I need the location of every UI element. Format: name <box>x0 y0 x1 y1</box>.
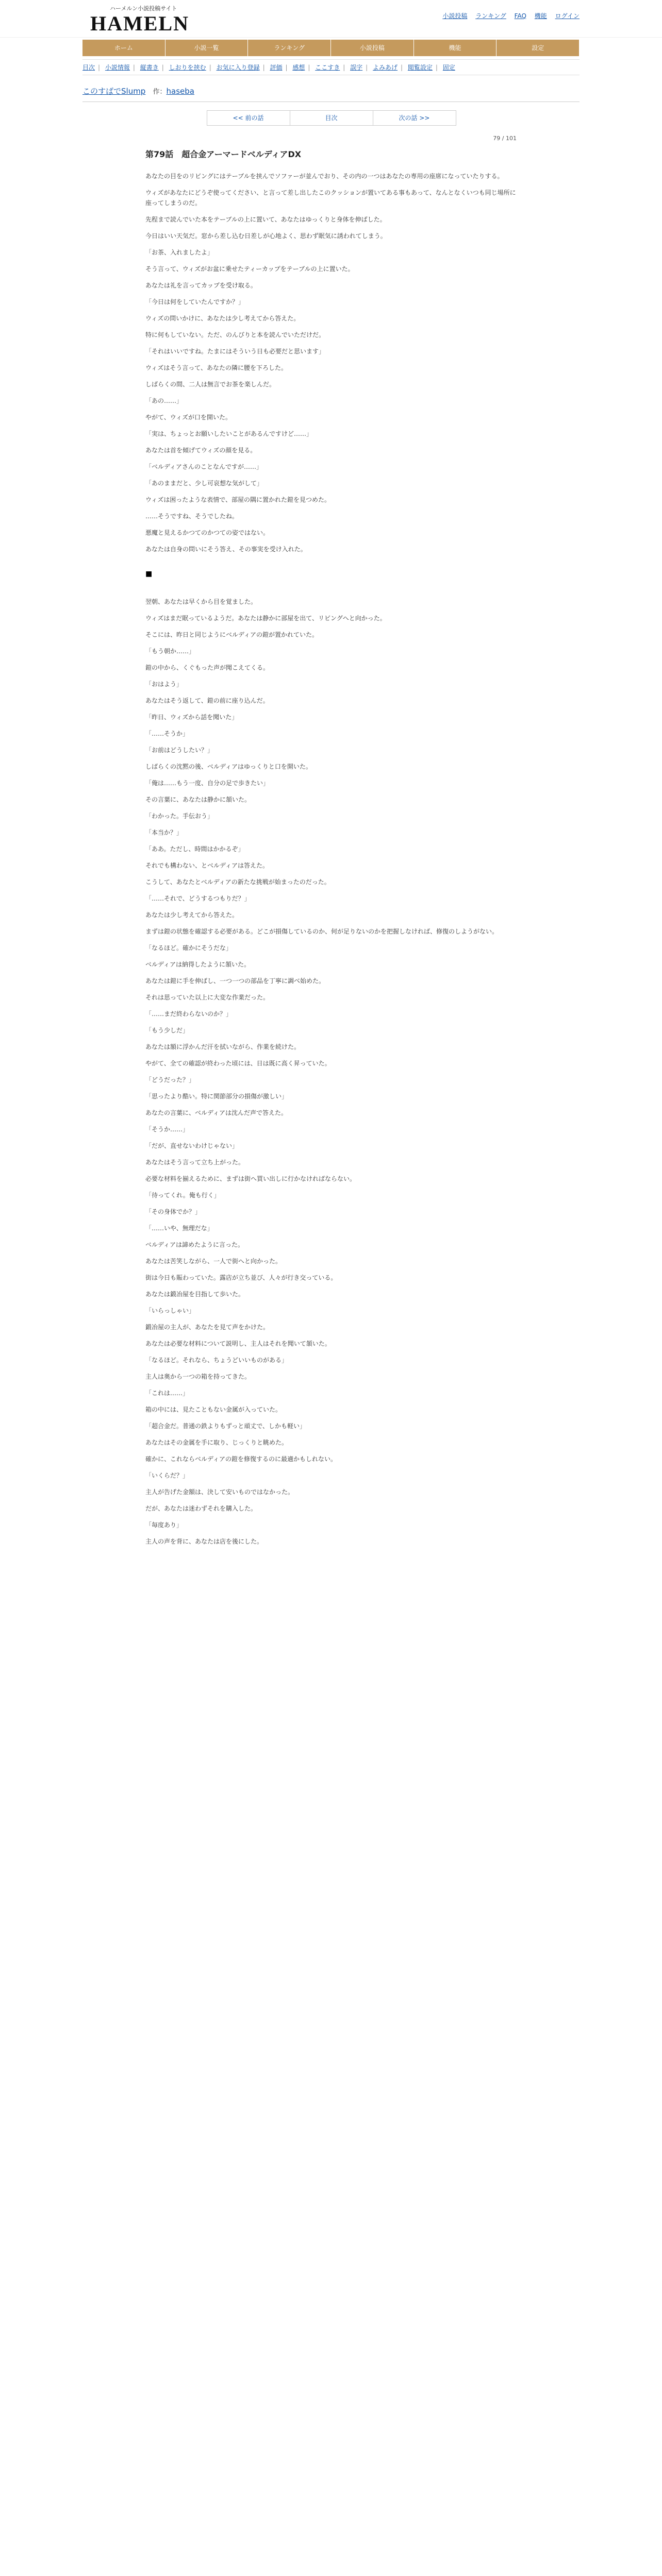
chapter-paragraph: ウィズはまだ眠っているようだ。あなたは静かに部屋を出て、リビングへと向かった。 <box>145 615 386 622</box>
chapter-paragraph: 箱の中には、見たこともない金属が入っていた。 <box>145 1406 282 1413</box>
chapter-paragraph: 先程まで読んでいた本をテーブルの上に置いて、あなたはゆっくりと身体を伸ばした。 <box>145 216 386 223</box>
chapter-paragraph: 「わかった。手伝おう」 <box>145 812 214 820</box>
chapter-paragraph: 「なるほど。確かにそうだな」 <box>145 944 233 952</box>
chapter-paragraph: まずは鎧の状態を確認する必要がある。どこが損傷しているのか、何が足りないのかを把握しなければ、修復のしようがない。 <box>145 928 499 935</box>
separator: | <box>285 64 288 71</box>
chapter-paragraph: 「そうか……」 <box>145 1126 189 1133</box>
site-logo[interactable] <box>90 4 214 33</box>
separator: | <box>343 64 345 71</box>
top-link[interactable]: 機能 <box>534 12 547 20</box>
chapter-paragraph: しばらくの沈黙の後、ベルディアはゆっくりと口を開いた。 <box>145 763 312 770</box>
separator: | <box>262 64 265 71</box>
chapter-paragraph: あなたは必要な材料について説明し、主人はそれを聞いて頷いた。 <box>145 1340 331 1347</box>
chapter-paragraph: あなたは鎧に手を伸ばし、一つ一つの部品を丁寧に調べ始めた。 <box>145 977 325 985</box>
next-chapter-button[interactable]: 次の話 >> <box>373 110 456 126</box>
chapter-paragraph: あなたの目をのリビングにはテーブルを挟んでソファーが並んでおり、その内の一つはあなたの専用の座席になっていたりする。 <box>145 173 504 180</box>
chapter-paragraph: 主人の声を背に、あなたは店を後にした。 <box>145 1538 263 1545</box>
global-nav-item[interactable]: 設定 <box>496 40 580 56</box>
global-nav <box>82 40 580 56</box>
novel-title-row <box>82 82 580 102</box>
chapter-paragraph: 鎧の中から、くぐもった声が聞こえてくる。 <box>145 664 270 671</box>
top-link[interactable]: ログイン <box>555 12 580 20</box>
separator: | <box>98 64 101 71</box>
top-links <box>436 11 580 20</box>
chapter-paragraph: その言葉に、あなたは静かに頷いた。 <box>145 796 251 803</box>
chapter-paragraph: あなたはその金属を手に取り、じっくりと眺めた。 <box>145 1439 288 1446</box>
sub-nav-link[interactable]: お気に入り登録 <box>216 64 260 71</box>
scene-break-mark: ■ <box>145 570 153 578</box>
chapter-paragraph: ウィズはそう言って、あなたの隣に腰を下ろした。 <box>145 364 288 371</box>
separator: | <box>161 64 164 71</box>
chapter-paragraph: あなたは少し考えてから答えた。 <box>145 911 239 919</box>
separator: | <box>209 64 211 71</box>
site-wordmark: HAMELN <box>90 12 189 35</box>
site-header <box>0 0 662 38</box>
chapter-paragraph: 「毎度あり」 <box>145 1521 183 1529</box>
chapter-paragraph: 「その身体でか？」 <box>145 1208 202 1215</box>
chapter-paragraph: ウィズの問いかけに、あなたは少し考えてから答えた。 <box>145 315 300 322</box>
chapter-pager-top <box>82 110 580 126</box>
chapter-paragraph: そう言って、ウィズがお盆に乗せたティーカップをテーブルの上に置いた。 <box>145 265 354 273</box>
chapter-paragraph: 「お茶、入れましたよ」 <box>145 249 214 256</box>
chapter-paragraph: 「なるほど。それなら、ちょうどいいものがある」 <box>145 1357 288 1364</box>
toc-button[interactable]: 目次 <box>290 110 373 126</box>
chapter-paragraph: ベルディアは納得したように頷いた。 <box>145 961 251 968</box>
chapter-paragraph: あなたはそう言って立ち上がった。 <box>145 1159 245 1166</box>
sub-nav-link[interactable]: 誤字 <box>350 64 363 71</box>
chapter-paragraph: 「だが、直せないわけじゃない」 <box>145 1142 239 1149</box>
chapter-paragraph: それでも構わない、とベルディアは答えた。 <box>145 862 269 869</box>
chapter-paragraph: あなたは額に浮かんだ汗を拭いながら、作業を続けた。 <box>145 1043 301 1050</box>
chapter-paragraph: 「超合金だ。普通の鉄よりもずっと頑丈で、しかも軽い」 <box>145 1422 306 1430</box>
chapter-paragraph: 必要な材料を揃えるために、まずは街へ買い出しに行かなければならない。 <box>145 1175 356 1182</box>
prev-chapter-button[interactable]: << 前の話 <box>207 110 290 126</box>
sub-nav-link[interactable]: 縦書き <box>140 64 159 71</box>
chapter-paragraph: 「ああ。ただし、時間はかかるぞ」 <box>145 845 244 853</box>
global-nav-item[interactable]: ホーム <box>82 40 166 56</box>
chapter-paragraph: 「もう少しだ」 <box>145 1027 189 1034</box>
chapter-paragraph: あなたは礼を言ってカップを受け取る。 <box>145 282 257 289</box>
chapter-paragraph: 悪魔と見えるかつてのかつての姿ではない。 <box>145 529 270 536</box>
chapter-paragraph: それは思っていた以上に大変な作業だった。 <box>145 994 270 1001</box>
chapter-title: 第79話 超合金アーマードベルディアDX <box>145 149 302 159</box>
chapter-paragraph: あなたは苦笑しながら、一人で街へと向かった。 <box>145 1258 282 1265</box>
chapter-paragraph: 翌朝、あなたは早くから目を覚ました。 <box>145 598 257 605</box>
global-nav-item[interactable]: ランキング <box>248 40 331 56</box>
novel-title[interactable]: このすばでSlump <box>82 87 146 96</box>
sub-nav-link[interactable]: ここすき <box>315 64 340 71</box>
sub-nav-link[interactable]: 閲覧設定 <box>407 64 433 71</box>
chapter-paragraph: 「……そうか」 <box>145 730 189 737</box>
chapter-paragraph: 主人は奥から一つの箱を持ってきた。 <box>145 1373 251 1380</box>
chapter-paragraph: ……そうですね、そうでしたね。 <box>145 513 239 520</box>
chapter-paragraph: あなたの言葉に、ベルディアは沈んだ声で答えた。 <box>145 1109 288 1116</box>
sub-nav-link[interactable]: 固定 <box>442 64 455 71</box>
global-nav-item[interactable]: 小説投稿 <box>331 40 414 56</box>
separator: | <box>401 64 403 71</box>
sub-nav-link[interactable]: 小説情報 <box>105 64 130 71</box>
chapter-paragraph: 「ベルディアさんのことなんですが……」 <box>145 463 263 470</box>
chapter-paragraph: ベルディアは諦めたように言った。 <box>145 1241 244 1248</box>
separator: | <box>366 64 368 71</box>
chapter-paragraph: やがて、全ての確認が終わった頃には、日は既に高く昇っていた。 <box>145 1060 331 1067</box>
chapter-count: 79 / 101 <box>493 135 517 142</box>
chapter-paragraph: 「もう朝か……」 <box>145 648 195 655</box>
sub-nav-link[interactable]: よみあげ <box>373 64 398 71</box>
chapter-paragraph: ウィズがあなたにどうぞ使ってください、と言って差し出したこのクッションが置いてある事もあって、なんとなくいつも同じ場所に座ってしまうのだ。 <box>145 189 516 207</box>
chapter-paragraph: 「今日は何をしていたんですか？」 <box>145 298 245 306</box>
sub-nav-link[interactable]: 目次 <box>82 64 95 71</box>
chapter-paragraph: 「あのままだと、少し可哀想な気がして」 <box>145 480 263 487</box>
chapter-paragraph: 「それはいいですね。たまにはそういう日も必要だと思います」 <box>145 348 325 355</box>
chapter-paragraph: 「……いや、無理だな」 <box>145 1225 213 1232</box>
chapter-paragraph: 「いくらだ？」 <box>145 1472 189 1479</box>
chapter-paragraph: 「どうだった？」 <box>145 1076 195 1083</box>
sub-nav-link[interactable]: 感想 <box>292 64 305 71</box>
top-link[interactable]: 小説投稿 <box>442 12 468 20</box>
author-label: 作： <box>153 88 167 96</box>
chapter-paragraph: あなたは鍛冶屋を目指して歩いた。 <box>145 1291 245 1298</box>
top-link[interactable]: FAQ <box>514 12 526 20</box>
separator: | <box>435 64 438 71</box>
chapter-paragraph: 「待ってくれ。俺も行く」 <box>145 1192 220 1199</box>
chapter-paragraph: やがて、ウィズが口を開いた。 <box>145 414 232 421</box>
chapter-paragraph: 「思ったより酷い。特に関節部分の損傷が激しい」 <box>145 1093 288 1100</box>
chapter-paragraph: ウィズは困ったような表情で、部屋の隅に置かれた鎧を見つめた。 <box>145 496 331 503</box>
chapter-paragraph: 「お前はどうしたい？」 <box>145 747 214 754</box>
chapter-paragraph: 「いらっしゃい」 <box>145 1307 195 1314</box>
global-nav-item[interactable]: 小説一覧 <box>166 40 249 56</box>
chapter-paragraph: 街は今日も賑わっていた。露店が立ち並び、人々が行き交っている。 <box>145 1274 337 1281</box>
chapter-paragraph: 「……それで、どうするつもりだ？」 <box>145 895 251 902</box>
chapter-paragraph: そこには、昨日と同じようにベルディアの鎧が置かれていた。 <box>145 631 319 638</box>
chapter-paragraph: 「実は、ちょっとお願いしたいことがあるんですけど……」 <box>145 430 313 437</box>
chapter-paragraph: 特に何もしていない。ただ、のんびりと本を読んでいただけだ。 <box>145 331 325 338</box>
chapter-paragraph: 「昨日、ウィズから話を聞いた」 <box>145 714 238 721</box>
sub-nav-link[interactable]: しおりを挟む <box>169 64 206 71</box>
chapter-paragraph: あなたはそう返して、鎧の前に座り込んだ。 <box>145 697 269 704</box>
chapter-paragraph: こうして、あなたとベルディアの新たな挑戦が始まったのだった。 <box>145 878 330 886</box>
chapter-paragraph: 今日はいい天気だ。窓から差し込む日差しが心地よく、思わず眠気に誘われてしまう。 <box>145 232 387 240</box>
site-tagline: ハーメルン小説投稿サイト <box>110 5 177 12</box>
chapter-paragraph: だが、あなたは迷わずそれを購入した。 <box>145 1505 257 1512</box>
top-link[interactable]: ランキング <box>475 12 506 20</box>
global-nav-item[interactable]: 機能 <box>414 40 497 56</box>
chapter-paragraph: 主人が告げた金額は、決して安いものではなかった。 <box>145 1488 294 1496</box>
chapter-paragraph: あなたは自身の問いにそう答え、その事実を受け入れた。 <box>145 546 307 553</box>
chapter-body <box>145 135 517 1547</box>
chapter-paragraph: 「……まだ終わらないのか？」 <box>145 1010 233 1018</box>
chapter-text-part2 <box>145 597 517 1547</box>
chapter-paragraph: しばらくの間、二人は無言でお茶を楽しんだ。 <box>145 381 276 388</box>
author-link[interactable]: haseba <box>166 87 194 96</box>
main-content <box>82 82 580 1547</box>
chapter-paragraph: 「これは……」 <box>145 1389 189 1397</box>
chapter-text-part1 <box>145 171 517 554</box>
chapter-paragraph: あなたは首を傾げてウィズの顔を見る。 <box>145 447 257 454</box>
chapter-paragraph: 「本当か？」 <box>145 829 183 836</box>
chapter-paragraph: 確かに、これならベルディアの鎧を修復するのに最適かもしれない。 <box>145 1455 337 1463</box>
novel-sub-nav <box>82 59 580 75</box>
chapter-paragraph: 「あの……」 <box>145 397 183 404</box>
chapter-paragraph: 「俺は……もう一度、自分の足で歩きたい」 <box>145 779 270 787</box>
sub-nav-link[interactable]: 評価 <box>270 64 283 71</box>
chapter-paragraph: 「おはよう」 <box>145 681 183 688</box>
chapter-paragraph: 鍛冶屋の主人が、あなたを見て声をかけた。 <box>145 1324 270 1331</box>
separator: | <box>308 64 310 71</box>
separator: | <box>133 64 135 71</box>
